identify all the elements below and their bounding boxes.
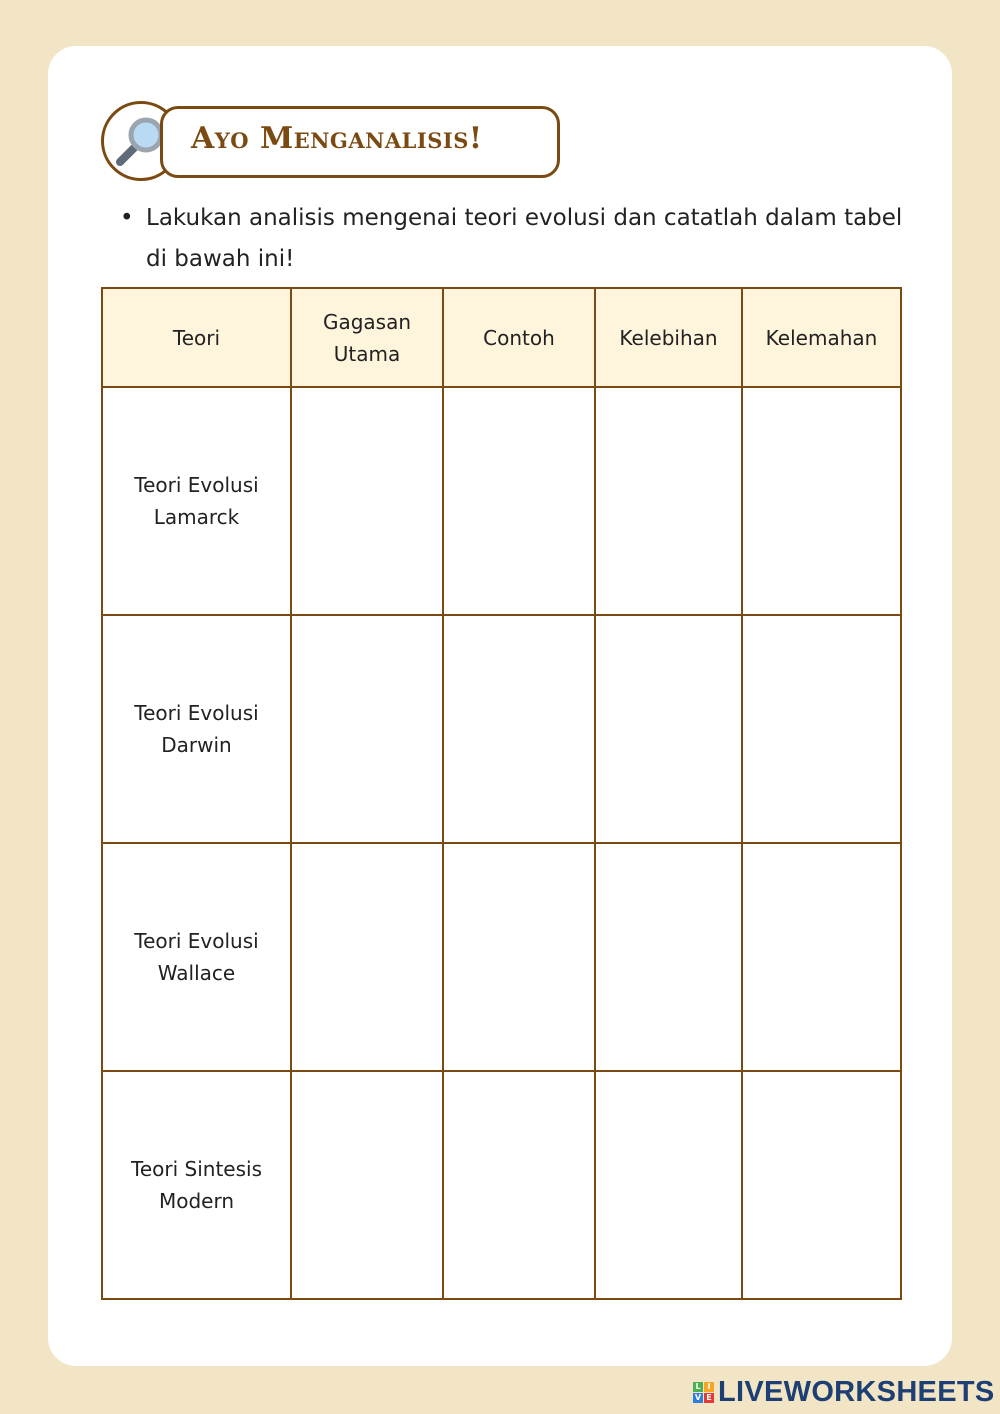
theory-cell: Teori Sintesis Modern <box>102 1071 291 1299</box>
analysis-table <box>101 287 902 1300</box>
logo-letter: I <box>704 1382 714 1392</box>
header-kelebihan: Kelebihan <box>595 288 742 387</box>
gagasan-input[interactable] <box>291 843 443 1071</box>
gagasan-input[interactable] <box>291 1071 443 1299</box>
section-title: Ayo Menganalisis! <box>191 121 483 156</box>
header-kelemahan: Kelemahan <box>742 288 901 387</box>
kelebihan-input[interactable] <box>595 1071 742 1299</box>
kelemahan-input[interactable] <box>742 387 901 615</box>
kelemahan-input[interactable] <box>742 843 901 1071</box>
logo-text: LIVEWORKSHEETS <box>718 1376 995 1408</box>
header-gagasan-utama: Gagasan Utama <box>291 288 443 387</box>
kelemahan-input[interactable] <box>742 1071 901 1299</box>
contoh-input[interactable] <box>443 615 595 843</box>
theory-cell: Teori Evolusi Wallace <box>102 843 291 1071</box>
table-header-row <box>102 288 901 387</box>
contoh-input[interactable] <box>443 1071 595 1299</box>
contoh-input[interactable] <box>443 843 595 1071</box>
header-teori: Teori <box>102 288 291 387</box>
liveworksheets-logo <box>693 1376 995 1409</box>
section-title-banner <box>160 106 560 178</box>
logo-icon <box>693 1382 714 1403</box>
kelemahan-input[interactable] <box>742 615 901 843</box>
table-row <box>102 1071 901 1299</box>
logo-letter: E <box>704 1393 714 1403</box>
bullet: • <box>120 205 134 231</box>
logo-letter: V <box>694 1393 702 1402</box>
theory-cell: Teori Evolusi Darwin <box>102 615 291 843</box>
header-contoh: Contoh <box>443 288 595 387</box>
table-row <box>102 615 901 843</box>
gagasan-input[interactable] <box>291 387 443 615</box>
kelebihan-input[interactable] <box>595 843 742 1071</box>
logo-letter: L <box>693 1382 703 1392</box>
instruction-text: Lakukan analisis mengenai teori evolusi dan catatlah dalam tabel di bawah ini! <box>146 205 903 272</box>
theory-cell: Teori Evolusi Lamarck <box>102 387 291 615</box>
kelebihan-input[interactable] <box>595 615 742 843</box>
instruction <box>120 198 920 280</box>
table-row <box>102 843 901 1071</box>
table-row <box>102 387 901 615</box>
contoh-input[interactable] <box>443 387 595 615</box>
gagasan-input[interactable] <box>291 615 443 843</box>
kelebihan-input[interactable] <box>595 387 742 615</box>
